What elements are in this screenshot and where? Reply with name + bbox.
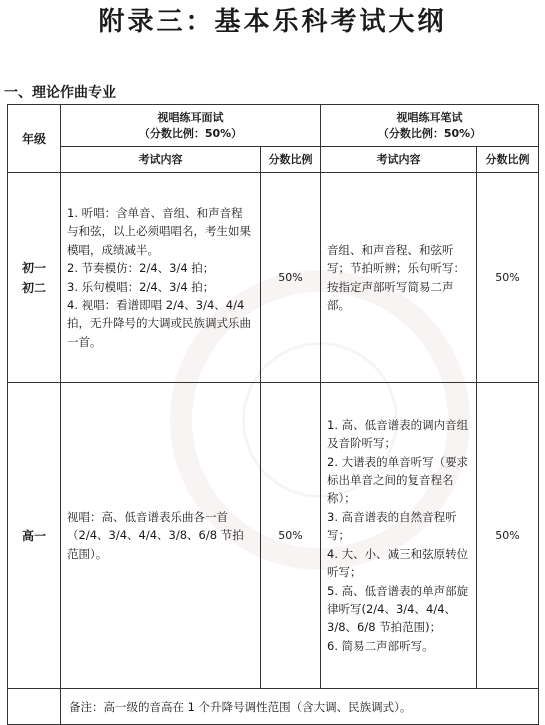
- written-score-cell: 50%: [477, 383, 539, 689]
- table-note: 备注：高一级的音高在 1 个升降号调性范围（含大调、民族调式）。: [61, 689, 539, 725]
- syllabus-table: [7, 104, 539, 725]
- table-row: [8, 173, 539, 383]
- grade-cell: [8, 383, 61, 689]
- list-item: 3. 高音谱表的自然音程听写；: [327, 509, 457, 543]
- oral-content-cell: [61, 383, 261, 689]
- list-item: 5. 高、低音谱表的单声部旋律听写(2/4、3/4、4/4、3/8、6/8 节拍范围)；: [327, 583, 469, 635]
- note-empty-cell: [8, 689, 61, 725]
- written-content-col-header: 考试内容: [321, 147, 477, 173]
- page-title: 附录三：基本乐科考试大纲: [98, 7, 447, 37]
- oral-score-cell: 50%: [261, 383, 321, 689]
- written-content-cell: [321, 173, 477, 383]
- written-score-col-header: 分数比例: [477, 147, 539, 173]
- list-item: 2. 节奏模仿：2/4、3/4 拍；: [67, 261, 215, 276]
- oral-content-cell: [61, 173, 261, 383]
- list-item: 音组、和声音程、和弦听写；节拍听辨；乐句听写：按指定声部听写简易二声部。: [327, 242, 465, 312]
- written-exam-header: [321, 105, 539, 147]
- written-content-cell: [321, 383, 477, 689]
- written-score-cell: 50%: [477, 173, 539, 383]
- oral-exam-title: 视唱练耳面试: [157, 110, 224, 124]
- table-row: [8, 383, 539, 689]
- list-item: 4. 大、小、减三和弦原转位听写；: [327, 546, 469, 580]
- oral-exam-header: [61, 105, 321, 147]
- grade-label: 初二: [21, 280, 46, 295]
- list-item: 视唱：高、低音谱表乐曲各一首（2/4、3/4、4/4、3/8、6/8 节拍范围）。: [67, 509, 244, 561]
- grade-label: 高一: [21, 528, 46, 543]
- oral-content-col-header: 考试内容: [61, 147, 261, 173]
- written-exam-title: 视唱练耳笔试: [396, 110, 463, 124]
- list-item: 4. 视唱：看谱即唱 2/4、3/4、4/4 拍，无升降号的大调或民族调式乐曲一首。: [67, 297, 251, 349]
- grade-header: 年级: [8, 105, 61, 173]
- list-item: 6. 简易二声部听写。: [327, 638, 434, 653]
- oral-score-cell: 50%: [261, 173, 321, 383]
- list-item: 1. 听唱：含单音、音组、和声音程与和弦，以上必须唱唱名，考生如果模唱，成绩减半。: [67, 205, 251, 257]
- oral-score-col-header: 分数比例: [261, 147, 321, 173]
- grade-label: 初一: [21, 260, 46, 275]
- grade-cell: [8, 173, 61, 383]
- written-exam-ratio: （分数比例：50%）: [377, 126, 482, 140]
- section-heading: 一、理论作曲专业: [4, 85, 116, 101]
- list-item: 2. 大谱表的单音听写（要求标出单音之间的复音程名称）；: [327, 454, 469, 506]
- list-item: 1. 高、低音谱表的调内音组及音阶听写；: [327, 417, 469, 451]
- list-item: 3. 乐句模唱：2/4、3/4 拍；: [67, 279, 215, 294]
- oral-exam-ratio: （分数比例：50%）: [138, 126, 243, 140]
